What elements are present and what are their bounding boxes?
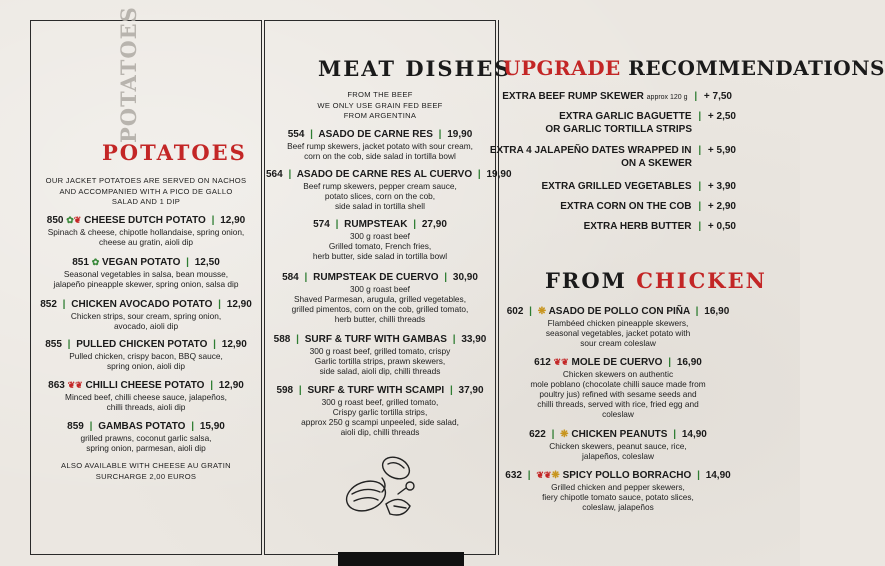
item-number: 588	[273, 334, 291, 345]
upgrade-price: + 3,90	[707, 181, 736, 192]
menu-item-852	[32, 298, 260, 331]
separator: |	[477, 169, 481, 180]
item-desc: Seasonal vegetables in salsa, bean mousse,	[63, 269, 229, 279]
upgrade-item	[542, 180, 736, 193]
separator: |	[668, 357, 672, 368]
footer-bar	[338, 552, 464, 566]
item-desc: approx 250 g scampi unpeeled, side salad,	[301, 417, 459, 427]
item-name: ASADO DE CARNE RES	[318, 129, 433, 140]
item-desc: aioli dip, chilli threads	[340, 427, 420, 437]
vegan-leaf-icon: ✿	[91, 257, 100, 267]
separator: |	[438, 129, 442, 140]
separator: |	[191, 421, 195, 432]
item-name: PULLED CHICKEN POTATO	[76, 339, 208, 350]
item-price: 16,90	[676, 357, 702, 368]
separator: |	[673, 429, 677, 440]
intro-line: OUR JACKET POTATOES ARE SERVED ON NACHOS	[45, 176, 247, 185]
separator: |	[89, 421, 93, 432]
menu-item-title	[32, 256, 260, 269]
item-desc: seasonal vegetables, jacket potato with	[545, 328, 691, 338]
item-desc: herb butter, chilli threads	[334, 314, 426, 324]
menu-item-title	[500, 305, 736, 318]
menu-item-title	[266, 218, 494, 231]
separator: |	[444, 272, 448, 283]
item-name: ASADO DE CARNE RES AL CUERVO	[296, 169, 473, 180]
item-desc: potato slices, corn on the cob,	[324, 191, 436, 201]
separator: |	[698, 181, 702, 192]
item-desc: avocado, aioli dip	[113, 321, 179, 331]
item-desc: Grilled tomato, French fries,	[328, 241, 432, 251]
item-desc: sour cream coleslaw	[580, 338, 656, 348]
item-desc: grilled prawns, coconut garlic salsa,	[80, 433, 212, 443]
item-desc: Spinach & cheese, chipotle hollandaise, spring onion,	[47, 227, 245, 237]
separator: |	[551, 429, 555, 440]
upgrade-note: approx 120 g	[646, 94, 688, 101]
chili-icon: ❦❦	[536, 470, 552, 480]
menu-item-title	[32, 420, 260, 433]
menu-item-title	[32, 338, 260, 351]
menu-item-title	[266, 271, 494, 284]
item-desc: Chicken strips, sour cream, spring onion,	[70, 311, 222, 321]
item-price: 15,90	[199, 421, 225, 432]
chicken-title-black: FROM	[545, 268, 627, 293]
menu-item-612	[500, 356, 736, 419]
upgrade-name: EXTRA GRILLED VEGETABLES	[541, 181, 692, 192]
item-number: 564	[266, 169, 283, 180]
separator: |	[449, 385, 453, 396]
item-desc: 300 g roast beef	[350, 284, 410, 294]
item-number: 574	[313, 219, 330, 230]
separator: |	[695, 306, 699, 317]
item-name: RUMPSTEAK	[344, 219, 408, 230]
upgrade-price: + 2,50	[707, 111, 736, 122]
intro-line: AND ACCOMPANIED WITH A PICO DE GALLO	[59, 186, 233, 196]
item-price: 14,90	[705, 470, 731, 481]
item-name: GAMBAS POTATO	[98, 421, 186, 432]
menu-item-564	[266, 168, 512, 211]
item-desc: side salad, aioli dip, chilli threads	[319, 366, 441, 376]
separator: |	[413, 219, 417, 230]
item-price: 37,90	[458, 385, 484, 396]
item-price: 12,90	[220, 215, 246, 226]
menu-item-title	[500, 356, 736, 369]
item-desc: 300 g roast beef, grilled tomato,	[321, 397, 439, 407]
separator: |	[298, 385, 302, 396]
intro-line: WE ONLY USE GRAIN FED BEEF	[317, 100, 443, 110]
meat-illustration-icon	[342, 446, 422, 524]
upgrade-name: EXTRA 4 JALAPEÑO DATES WRAPPED IN	[489, 145, 692, 156]
separator: |	[288, 169, 292, 180]
item-desc: coleslaw	[602, 409, 634, 419]
item-price: 30,90	[452, 272, 478, 283]
item-price: 27,90	[421, 219, 447, 230]
upgrade-name: ON A SKEWER	[621, 158, 692, 169]
chili-icon: ❦❦	[67, 380, 83, 390]
item-name: RUMPSTEAK DE CUERVO	[313, 272, 439, 283]
menu-item-863	[32, 379, 260, 412]
potatoes-footer-note	[34, 461, 258, 482]
menu-item-title	[266, 333, 494, 346]
separator: |	[698, 221, 702, 232]
menu-item-574	[266, 218, 494, 261]
separator: |	[527, 470, 531, 481]
upgrade-title	[503, 56, 885, 80]
separator: |	[698, 201, 702, 212]
upgrade-price: + 2,90	[707, 201, 736, 212]
potatoes-title: POTATOES	[102, 140, 247, 165]
separator: |	[210, 380, 214, 391]
meat-intro	[266, 90, 494, 122]
item-number: 598	[276, 385, 294, 396]
item-desc: 300 g roast beef	[350, 231, 410, 241]
menu-item-title	[266, 384, 494, 397]
menu-item-602	[500, 305, 736, 348]
upgrade-name: EXTRA BEEF RUMP SKEWER	[502, 91, 644, 102]
item-name: MOLE DE CUERVO	[571, 357, 663, 368]
upgrade-title-black: RECOMMENDATIONS	[628, 56, 885, 80]
menu-item-title	[32, 298, 260, 311]
item-number: 612	[534, 357, 551, 368]
item-price: 12,50	[194, 257, 220, 268]
separator: |	[213, 339, 216, 350]
item-desc: cheese au gratin, aioli dip	[98, 237, 194, 247]
item-name: CHICKEN AVOCADO POTATO	[71, 299, 213, 310]
chili-icon: ❦❦	[553, 357, 569, 367]
menu-item-855	[32, 338, 260, 371]
item-desc: Beef rump skewers, pepper cream sauce,	[303, 181, 457, 191]
potatoes-side-label: POTATOES	[116, 6, 141, 143]
item-price: 14,90	[681, 429, 707, 440]
separator: |	[310, 129, 313, 140]
item-desc: Chicken skewers on authentic	[562, 369, 674, 379]
menu-item-554	[266, 128, 494, 161]
chicken-title	[545, 268, 767, 293]
item-desc: Shaved Parmesan, arugula, grilled vegetables,	[293, 294, 467, 304]
menu-item-584	[266, 271, 494, 324]
item-desc: jalapeños, coleslaw	[582, 451, 654, 461]
separator: |	[529, 306, 532, 317]
menu-item-859	[32, 420, 260, 453]
separator: |	[186, 257, 189, 268]
item-desc: chilli threads, served with rice, fried egg and	[537, 399, 699, 409]
item-desc: mole poblano (chocolate chilli sauce made from	[530, 379, 706, 389]
item-desc: 300 g roast beef, grilled tomato, crispy	[309, 346, 451, 356]
item-desc: corn on the cob, side salad in tortilla bowl	[304, 151, 456, 161]
item-desc: fiery chipotle tomato sauce, potato slices,	[542, 492, 694, 502]
item-name: CHILLI CHEESE POTATO	[85, 380, 205, 391]
upgrade-item	[584, 220, 736, 233]
item-number: 851	[72, 257, 89, 268]
item-name: SPICY POLLO BORRACHO	[562, 470, 692, 481]
upgrade-item	[490, 144, 736, 170]
upgrade-title-red: UPGRADE	[503, 56, 621, 80]
item-number: 632	[505, 470, 522, 481]
item-number: 859	[67, 421, 84, 432]
item-price: 12,90	[221, 339, 247, 350]
item-name: CHEESE DUTCH POTATO	[84, 215, 206, 226]
item-number: 584	[282, 272, 299, 283]
item-price: 19,90	[447, 129, 473, 140]
upgrade-name: EXTRA HERB BUTTER	[583, 221, 692, 232]
upgrade-name: EXTRA CORN ON THE COB	[560, 201, 692, 212]
separator: |	[697, 470, 700, 481]
separator: |	[304, 272, 308, 283]
item-price: 12,90	[226, 299, 252, 310]
item-desc: poultry jus) refined with sesame seeds and	[539, 389, 697, 399]
potatoes-intro	[34, 176, 258, 208]
upgrade-price: + 7,50	[703, 91, 732, 102]
vegan-leaf-icon: ✿	[66, 215, 74, 225]
footer-line: SURCHARGE 2,00 EUROS	[95, 471, 197, 481]
separator: |	[694, 91, 698, 102]
item-desc: Chicken skewers, peanut sauce, rice,	[549, 441, 687, 451]
item-desc: chilli threads, aioli dip	[106, 402, 186, 412]
menu-item-title	[266, 168, 512, 181]
upgrade-item	[560, 200, 736, 213]
item-name: CHICKEN PEANUTS	[571, 429, 668, 440]
menu-item-632	[500, 469, 736, 512]
menu-item-title	[266, 128, 494, 141]
item-desc: Crispy garlic tortilla strips,	[332, 407, 428, 417]
menu-item-851	[32, 256, 260, 289]
upgrade-item	[545, 110, 736, 136]
item-price: 33,90	[461, 334, 487, 345]
item-number: 622	[529, 429, 546, 440]
item-number: 602	[506, 306, 524, 317]
upgrade-price: + 5,90	[707, 145, 736, 156]
upgrade-name: EXTRA GARLIC BAGUETTE	[559, 111, 692, 122]
pineapple-icon: ❋	[560, 429, 569, 440]
item-number: 855	[45, 339, 62, 350]
upgrade-name: OR GARLIC TORTILLA STRIPS	[545, 124, 692, 135]
menu-item-850	[32, 214, 260, 247]
meat-title: MEAT DISHES	[318, 56, 512, 81]
item-desc: side salad in tortilla shell	[335, 201, 425, 211]
separator: |	[698, 145, 702, 156]
item-desc: Grilled chicken and pepper skewers,	[551, 482, 685, 492]
item-number: 852	[40, 299, 57, 310]
separator: |	[296, 334, 299, 345]
chili-icon: ❦	[73, 215, 82, 225]
item-name: VEGAN POTATO	[102, 257, 181, 268]
intro-line: SALAD AND 1 DIP	[111, 197, 181, 206]
separator: |	[211, 215, 215, 226]
separator: |	[218, 299, 221, 310]
pineapple-icon: ❋	[537, 306, 547, 317]
menu-item-622	[500, 428, 736, 461]
item-desc: jalapeño pineapple skewer, spring onion, salsa dip	[53, 279, 239, 289]
upgrade-price: + 0,50	[707, 221, 736, 232]
menu-item-title	[32, 214, 260, 227]
menu-item-title	[500, 428, 736, 441]
menu-item-598	[266, 384, 494, 437]
item-desc: Minced beef, chilli cheese sauce, jalapeños,	[65, 392, 227, 402]
menu-item-588	[266, 333, 494, 376]
item-desc: grilled pimentos, corn on the cob, grilled tomato,	[291, 304, 469, 314]
item-desc: spring onion, parmesan, aioli dip	[86, 443, 206, 453]
separator: |	[335, 219, 339, 230]
item-number: 863	[48, 380, 65, 391]
upgrade-item	[502, 90, 732, 104]
item-desc: coleslaw, jalapeños	[582, 502, 654, 512]
item-desc: Beef rump skewers, jacket potato with sour cream,	[287, 141, 473, 151]
footer-line: ALSO AVAILABLE WITH CHEESE AU GRATIN	[61, 461, 231, 470]
item-desc: spring onion, aioli dip	[107, 361, 185, 371]
item-desc: Flambéed chicken pineapple skewers,	[547, 318, 689, 328]
item-desc: Garlic tortilla strips, prawn skewers,	[314, 356, 446, 366]
item-desc: Pulled chicken, crispy bacon, BBQ sauce,	[69, 351, 223, 361]
item-name: SURF & TURF WITH GAMBAS	[304, 334, 447, 345]
intro-line: FROM THE BEEF	[347, 90, 413, 99]
item-name: SURF & TURF WITH SCAMPI	[307, 385, 445, 396]
chicken-title-red: CHICKEN	[636, 268, 767, 293]
pineapple-icon: ❋	[551, 470, 560, 481]
separator: |	[62, 299, 66, 310]
separator: |	[452, 334, 456, 345]
item-desc: herb butter, side salad in tortilla bowl	[312, 251, 448, 261]
item-number: 554	[287, 129, 305, 140]
item-name: ASADO DE POLLO CON PIÑA	[548, 306, 690, 317]
item-number: 850	[46, 215, 64, 226]
item-price: 12,90	[218, 380, 244, 391]
separator: |	[698, 111, 702, 122]
menu-item-title	[500, 469, 736, 482]
item-price: 16,90	[704, 306, 730, 317]
separator: |	[67, 339, 71, 350]
item-price: 19,90	[486, 169, 512, 180]
menu-item-title	[32, 379, 260, 392]
intro-line: FROM ARGENTINA	[343, 111, 417, 120]
